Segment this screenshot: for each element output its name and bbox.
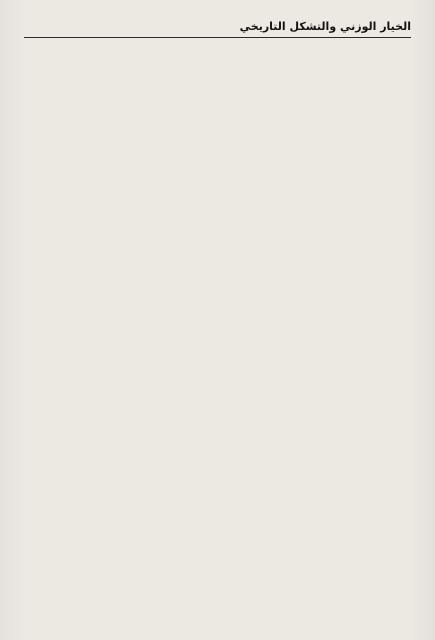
running-head xyxy=(24,18,411,38)
body-text xyxy=(26,44,413,604)
running-head-title: الخيار الوزني والتشكل التاريخي xyxy=(239,19,411,33)
